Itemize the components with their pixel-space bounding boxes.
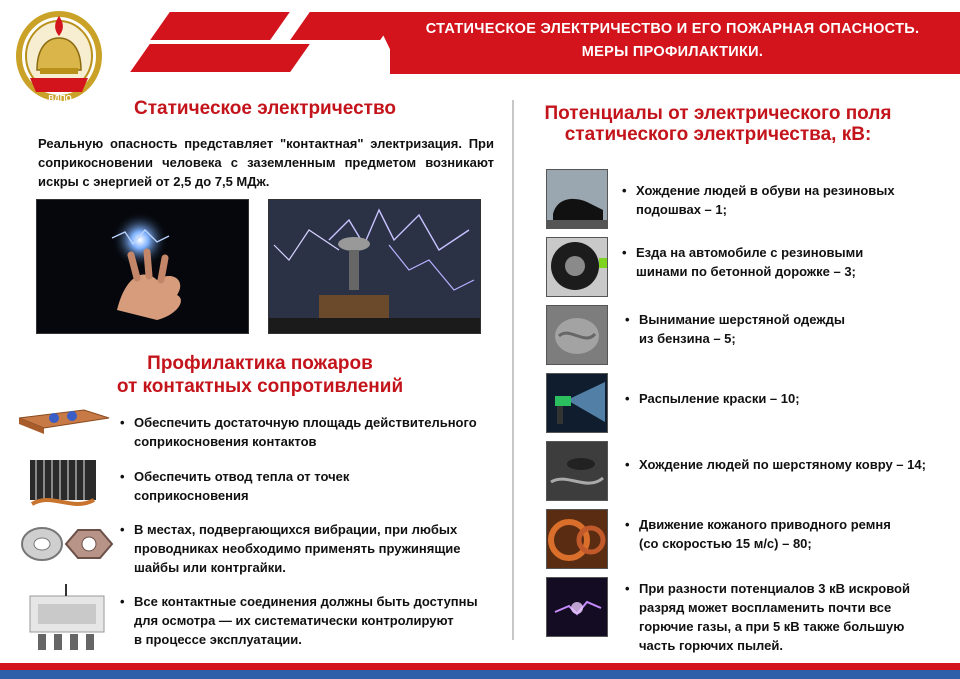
potential-item-line: Хождение людей в обуви на резиновых <box>636 183 895 198</box>
potential-item <box>625 515 955 555</box>
prevention-heading-line-2: от контактных сопротивлений <box>116 376 404 397</box>
static-description: Реальную опасность представляет "контактная" электризация. При соприкосновении человека с заземленным предметом возникают искры с энергией от 2,5 до 7,5 МДж. <box>38 136 494 189</box>
bullet-icon: • <box>120 522 125 537</box>
prevention-item-line: шайбы или контргайки. <box>134 560 286 575</box>
potential-item <box>625 389 955 409</box>
prevention-item-line: В местах, подвергающихся вибрации, при любых <box>134 522 458 537</box>
potential-item-line: Вынимание шерстяной одежды <box>639 312 845 327</box>
photo-hand-spark <box>36 199 249 334</box>
prevention-heading-line-1: Профилактика пожаров <box>147 353 373 374</box>
thumb-rubber-shoes <box>546 169 608 229</box>
prevention-item-line: проводниках необходимо применять пружинящие <box>134 541 461 556</box>
prevention-item-line: Все контактные соединения должны быть доступны <box>134 594 478 609</box>
potential-item <box>625 455 955 475</box>
potential-item-line: из бензина – 5; <box>639 331 736 346</box>
bullet-icon: • <box>625 457 630 472</box>
prevention-item <box>120 592 510 652</box>
prevention-item <box>120 520 510 580</box>
page-title-line-1: СТАТИЧЕСКОЕ ЭЛЕКТРИЧЕСТВО И ЕГО ПОЖАРНАЯ ОПАСНОСТЬ. <box>425 21 920 37</box>
potential-item <box>622 243 952 283</box>
header-stripe <box>150 12 290 40</box>
potentials-heading-line-1: Потенциалы от электрического поля <box>544 103 892 124</box>
header-banner <box>0 0 960 80</box>
junction-box-icon <box>26 582 108 656</box>
washer-nut-icon <box>18 522 114 564</box>
potential-item-line: Распыление краски – 10; <box>639 391 800 406</box>
bullet-icon: • <box>120 594 125 609</box>
prevention-item <box>120 467 510 507</box>
potential-item-line: разряд может воспламенить почти все <box>639 600 892 615</box>
emblem-label: ВДПО <box>48 94 72 103</box>
potential-item-line: Движение кожаного приводного ремня <box>639 517 891 532</box>
thumb-paint-spray <box>546 373 608 433</box>
header-red-wedge <box>372 12 402 74</box>
contact-plate-icon <box>14 404 112 438</box>
thumb-leather-belt <box>546 509 608 569</box>
page-title <box>400 18 945 64</box>
bullet-icon: • <box>120 469 125 484</box>
potential-item-line: подошвах – 1; <box>636 202 727 217</box>
bullet-icon: • <box>120 415 125 430</box>
potential-item <box>622 181 952 221</box>
prevention-item-line: для осмотра — их систематически контролируют <box>134 613 454 628</box>
potential-item-line: горючие газы, а при 5 кВ также большую <box>639 619 905 634</box>
thumb-spark-discharge <box>546 577 608 637</box>
potential-item-line: шинами по бетонной дорожке – 3; <box>636 264 856 279</box>
potential-item-line: часть горючих пылей. <box>639 638 783 653</box>
page-title-line-2: МЕРЫ ПРОФИЛАКТИКИ. <box>581 44 764 60</box>
bullet-icon: • <box>622 183 627 198</box>
prevention-item-line: Обеспечить достаточную площадь действительного <box>134 415 477 430</box>
footer-blue-band <box>0 670 960 679</box>
column-divider <box>512 100 514 640</box>
thumb-car-tire <box>546 237 608 297</box>
footer-red-band <box>0 663 960 670</box>
thumb-wool-clothes <box>546 305 608 365</box>
bullet-icon: • <box>625 517 630 532</box>
prevention-item-line: соприкосновения контактов <box>134 434 317 449</box>
bullet-icon: • <box>625 581 630 596</box>
bullet-icon: • <box>625 312 630 327</box>
potential-item <box>625 310 955 350</box>
heatsink-icon <box>22 452 104 514</box>
static-heading: Статическое электричество <box>134 98 396 119</box>
potential-item-line: При разности потенциалов 3 кВ искровой <box>639 581 910 596</box>
header-stripe <box>130 44 310 72</box>
prevention-item <box>120 413 510 453</box>
prevention-heading <box>70 352 450 398</box>
vdpo-emblem <box>12 8 106 112</box>
potential-item-line: (со скоростью 15 м/с) – 80; <box>639 536 812 551</box>
potential-item <box>625 579 955 659</box>
bullet-icon: • <box>625 391 630 406</box>
prevention-item-line: соприкосновения <box>134 488 249 503</box>
prevention-item-line: в процессе эксплуатации. <box>134 632 302 647</box>
prevention-item-line: Обеспечить отвод тепла от точек <box>134 469 350 484</box>
potentials-heading-line-2: статического электричества, кВ: <box>564 124 872 145</box>
potential-item-line: Хождение людей по шерстяному ковру – 14; <box>639 457 926 472</box>
potential-item-line: Езда на автомобиле с резиновыми <box>636 245 864 260</box>
photo-tesla-coil <box>268 199 481 334</box>
bullet-icon: • <box>622 245 627 260</box>
potentials-heading <box>528 103 908 145</box>
thumb-wool-carpet <box>546 441 608 501</box>
